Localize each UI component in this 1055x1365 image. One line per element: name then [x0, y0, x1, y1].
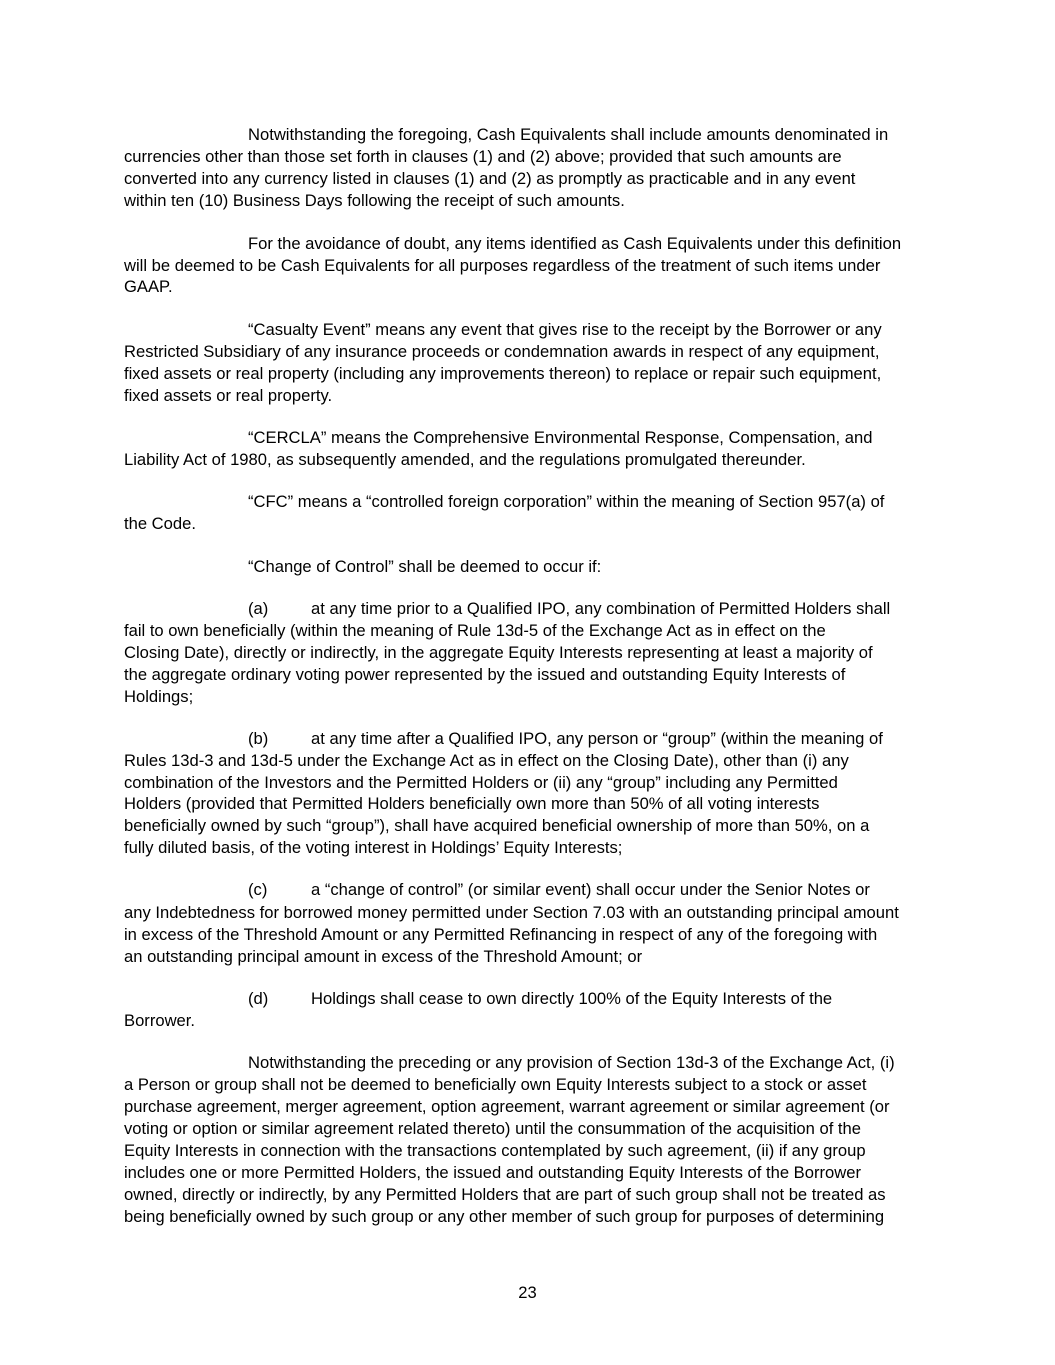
text-line: will be deemed to be Cash Equivalents for all purposes regardless of the treatment of such items under — [124, 256, 881, 275]
text-line: Holdings shall cease to own directly 100% of the Equity Interests of the — [311, 989, 833, 1008]
text-line: Notwithstanding the foregoing, Cash Equivalents shall include amounts denominated in — [248, 125, 889, 144]
text-line: Equity Interests in connection with the transactions contemplated by such agreement, (ii) if any group — [124, 1141, 866, 1160]
page-number: 23 — [518, 1283, 537, 1302]
text-line: Restricted Subsidiary of any insurance proceeds or condemnation awards in respect of any equipment, — [124, 342, 880, 361]
text-line: “CERCLA” means the Comprehensive Environmental Response, Compensation, and — [248, 428, 873, 447]
text-line: fail to own beneficially (within the meaning of Rule 13d-5 of the Exchange Act as in effect on the — [124, 621, 826, 640]
text-line: an outstanding principal amount in excess of the Threshold Amount; or — [124, 947, 643, 966]
text-line: at any time prior to a Qualified IPO, any combination of Permitted Holders shall — [311, 599, 891, 618]
clause-label: (c) — [248, 880, 268, 899]
text-line: For the avoidance of doubt, any items identified as Cash Equivalents under this definition — [248, 234, 902, 253]
clause-label: (a) — [248, 599, 269, 618]
text-line: Holders (provided that Permitted Holders beneficially own more than 50% of all voting interests — [124, 794, 820, 813]
text-line: Rules 13d-3 and 13d-5 under the Exchange Act as in effect on the Closing Date), other than (i) any — [124, 751, 849, 770]
text-line: a “change of control” (or similar event) shall occur under the Senior Notes or — [311, 880, 870, 899]
text-line: the aggregate ordinary voting power represented by the issued and outstanding Equity Interests of — [124, 665, 846, 684]
text-line: Liability Act of 1980, as subsequently amended, and the regulations promulgated thereunder. — [124, 450, 806, 469]
text-line: “CFC” means a “controlled foreign corporation” within the meaning of Section 957(a) of — [248, 492, 885, 511]
clause-label: (d) — [248, 989, 269, 1008]
text-line: being beneficially owned by such group or any other member of such group for purposes of determining — [124, 1207, 885, 1226]
text-line: currencies other than those set forth in clauses (1) and (2) above; provided that such amounts are — [124, 147, 842, 166]
text-line: converted into any currency listed in clauses (1) and (2) as promptly as practicable and in any event — [124, 169, 856, 188]
text-line: combination of the Investors and the Permitted Holders or (ii) any “group” including any Permitted — [124, 773, 838, 792]
text-line: any Indebtedness for borrowed money permitted under Section 7.03 with an outstanding principal amount — [124, 903, 899, 922]
text-line: the Code. — [124, 514, 196, 533]
text-line: voting or option or similar agreement related thereto) until the consummation of the acquisition of the — [124, 1119, 861, 1138]
text-line: GAAP. — [124, 277, 173, 296]
text-line: Holdings; — [124, 687, 194, 706]
text-line: beneficially owned by such “group”), shall have acquired beneficial ownership of more than 50%, on a — [124, 816, 870, 835]
text-line: purchase agreement, merger agreement, option agreement, warrant agreement or similar agreement (or — [124, 1097, 890, 1116]
text-line: includes one or more Permitted Holders, the issued and outstanding Equity Interests of the Borrower — [124, 1163, 861, 1182]
text-line: a Person or group shall not be deemed to beneficially own Equity Interests subject to a stock or asset — [124, 1075, 867, 1094]
text-line: within ten (10) Business Days following the receipt of such amounts. — [124, 191, 625, 210]
clause-label: (b) — [248, 729, 269, 748]
text-line: Borrower. — [124, 1011, 196, 1030]
text-line: fixed assets or real property (including any improvements thereon) to replace or repair such equipment, — [124, 364, 882, 383]
text-line: owned, directly or indirectly, by any Permitted Holders that are part of such group shall not be treated as — [124, 1185, 886, 1204]
text-line: Closing Date), directly or indirectly, in the aggregate Equity Interests representing at least a majority of — [124, 643, 873, 662]
text-line: at any time after a Qualified IPO, any person or “group” (within the meaning of — [311, 729, 883, 748]
text-line: “Change of Control” shall be deemed to occur if: — [248, 557, 602, 576]
text-line: fixed assets or real property. — [124, 386, 333, 405]
text-line: in excess of the Threshold Amount or any Permitted Refinancing in respect of any of the foregoing with — [124, 925, 878, 944]
text-line: “Casualty Event” means any event that gives rise to the receipt by the Borrower or any — [248, 320, 882, 339]
text-line: Notwithstanding the preceding or any provision of Section 13d-3 of the Exchange Act, (i) — [248, 1053, 895, 1072]
text-line: fully diluted basis, of the voting interest in Holdings’ Equity Interests; — [124, 838, 623, 857]
